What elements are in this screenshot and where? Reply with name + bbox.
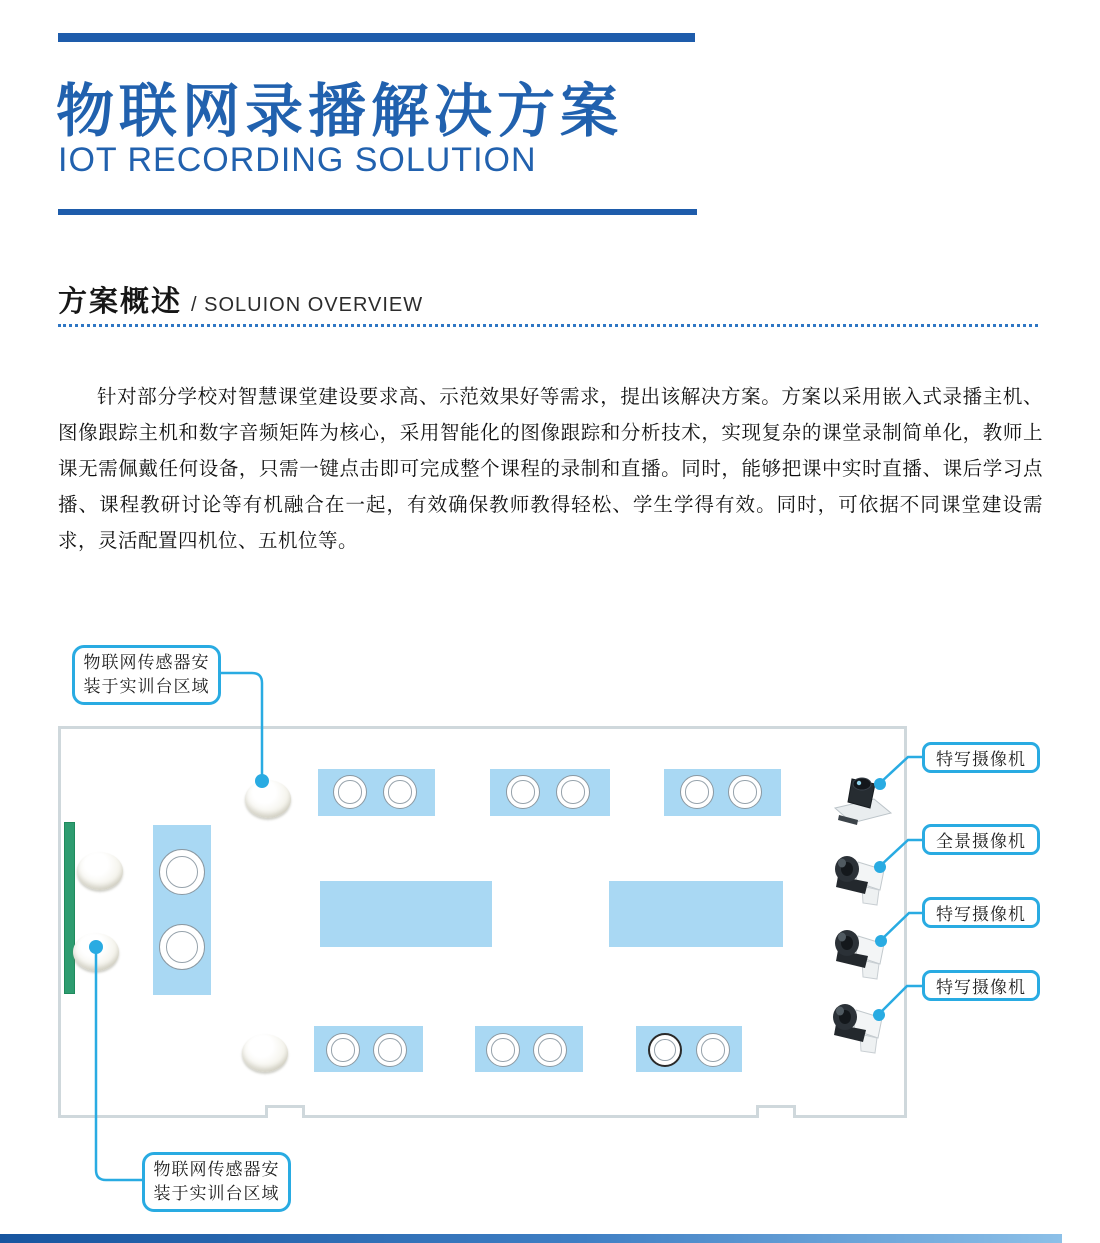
header-top-rule [58, 33, 695, 42]
training-table [320, 881, 492, 947]
lens-glint [857, 781, 861, 785]
stool [648, 1033, 682, 1067]
camera-lens [853, 778, 871, 790]
stool [696, 1033, 730, 1067]
stool [506, 775, 540, 809]
podium-stool [159, 924, 205, 970]
camera-callout-closeup-1: 特写摄像机 [922, 742, 1040, 773]
camera-callout-closeup-3: 特写摄像机 [922, 970, 1040, 1001]
stool [486, 1033, 520, 1067]
overview-paragraph: 针对部分学校对智慧课堂建设要求高、示范效果好等需求，提出该解决方案。方案以采用嵌入式录播主机、图像跟踪主机和数字音频矩阵为核心，采用智能化的图像跟踪和分析技术，实现复杂的课堂录制简单化，教师上课无需佩戴任何设备，只需一键点击即可完成整个课程的录制和直播。同时，能够把课中实时直播、课后学习点播、课程教研讨论等有机融合在一起，有效确保教师教得轻松、学生学得有效。同时，可依据不同课堂建设需求，灵活配置四机位、五机位等。 [58, 387, 1043, 552]
blackboard [64, 822, 75, 994]
closeup-camera-icon [832, 926, 890, 980]
training-table [609, 881, 783, 947]
panorama-camera-icon [832, 852, 890, 906]
iot-sensor [242, 1034, 288, 1072]
stool [333, 775, 367, 809]
stool [556, 775, 590, 809]
iot-sensor [77, 852, 123, 890]
camera-callout-closeup-2: 特写摄像机 [922, 897, 1040, 928]
camera-callout-panorama: 全景摄像机 [922, 824, 1040, 855]
lens-glint [838, 859, 846, 868]
lens-glint [838, 933, 846, 942]
dotted-divider [58, 324, 1038, 327]
page-subtitle: IOT RECORDING SOLUTION [58, 141, 537, 179]
sensor-callout-top: 物联网传感器安装于实训台区域 [72, 645, 221, 705]
sensor-callout-bottom: 物联网传感器安装于实训台区域 [142, 1152, 291, 1212]
lens-glint [836, 1007, 844, 1016]
footer-bar [0, 1234, 1062, 1243]
closeup-camera-icon [832, 772, 894, 830]
podium-stool [159, 849, 205, 895]
section-heading-cn: 方案概述 [58, 286, 183, 318]
door-notch-left [265, 1105, 305, 1118]
stool [680, 775, 714, 809]
door-notch-right [756, 1105, 796, 1118]
stool [728, 775, 762, 809]
stool [326, 1033, 360, 1067]
closeup-camera-icon [830, 1000, 888, 1054]
iot-sensor [73, 933, 119, 971]
stool [533, 1033, 567, 1067]
stool [373, 1033, 407, 1067]
section-heading-en: / SOLUION OVERVIEW [191, 294, 424, 316]
page-title: 物联网录播解决方案 [56, 79, 624, 144]
header-bottom-rule [58, 209, 697, 215]
iot-sensor [245, 780, 291, 818]
section-heading [58, 279, 423, 320]
stool [383, 775, 417, 809]
